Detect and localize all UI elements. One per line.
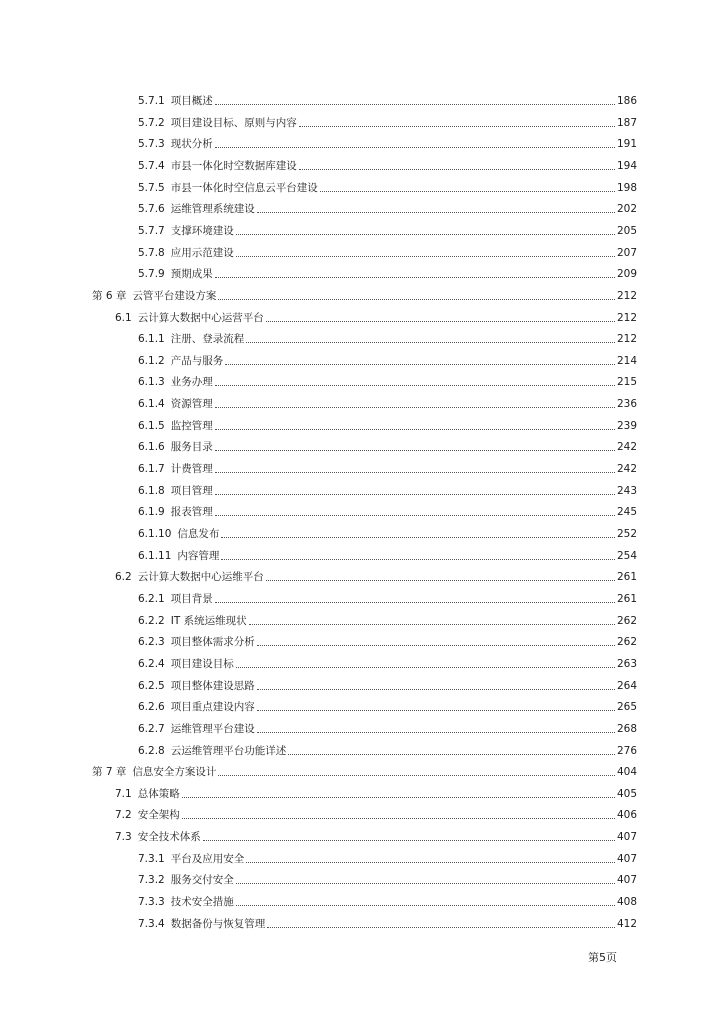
toc-entry-number: 6.1.8 — [138, 485, 165, 497]
toc-entry[interactable] — [138, 395, 637, 411]
toc-entry[interactable] — [138, 698, 637, 714]
toc-entry-page: 263 — [616, 658, 637, 670]
toc-entry-title: 项目整体建设思路 — [170, 680, 255, 692]
toc-entry-title: 业务办理 — [170, 376, 213, 388]
dot-leader — [257, 688, 615, 690]
dot-leader — [215, 406, 615, 408]
toc-entry-title: 运维管理系统建设 — [170, 203, 255, 215]
toc-entry[interactable] — [138, 373, 637, 389]
toc-entry[interactable] — [138, 179, 637, 195]
toc-entry-number: 6.1.6 — [138, 441, 165, 453]
toc-entry-page: 276 — [616, 745, 637, 757]
toc-entry[interactable] — [115, 785, 637, 801]
toc-entry-title: 资源管理 — [170, 398, 213, 410]
toc-entry-title: 平台及应用安全 — [170, 853, 245, 865]
toc-entry[interactable] — [138, 742, 637, 758]
toc-entry-number: 7.2 — [115, 809, 132, 821]
toc-entry-number: 7.3.1 — [138, 853, 165, 865]
toc-entry-title: 项目概述 — [170, 95, 213, 107]
toc-entry-page: 262 — [616, 615, 637, 627]
toc-entry-number: 7.3.4 — [138, 918, 165, 930]
toc-entry-number: 6.2.4 — [138, 658, 165, 670]
toc-entry-page: 202 — [616, 203, 637, 215]
toc-entry-page: 264 — [616, 680, 637, 692]
toc-entry[interactable] — [138, 547, 637, 563]
toc-entry-title: 应用示范建设 — [170, 247, 234, 259]
toc-entry-number: 6.1.5 — [138, 420, 165, 432]
toc-entry[interactable] — [138, 720, 637, 736]
dot-leader — [215, 449, 615, 451]
toc-entry-page: 212 — [616, 312, 637, 324]
dot-leader — [257, 211, 615, 213]
toc-entry-page: 212 — [616, 290, 637, 302]
toc-entry-page: 242 — [616, 441, 637, 453]
toc-entry-number: 6.2 — [115, 571, 132, 583]
toc-entry[interactable] — [115, 828, 637, 844]
page-number-footer: 第5页 — [588, 951, 617, 964]
toc-entry-number: 6.1.2 — [138, 355, 165, 367]
toc-entry-number: 6.1.10 — [138, 528, 172, 540]
dot-leader — [215, 471, 615, 473]
toc-entry-page: 407 — [616, 874, 637, 886]
toc-entry[interactable] — [138, 438, 637, 454]
dot-leader — [236, 666, 615, 668]
toc-entry[interactable] — [138, 915, 637, 931]
toc-entry-page: 186 — [616, 95, 637, 107]
dot-leader — [246, 861, 615, 863]
dot-leader — [288, 753, 615, 755]
toc-entry-number: 5.7.5 — [138, 182, 165, 194]
dot-leader — [266, 579, 615, 581]
toc-entry[interactable] — [138, 330, 637, 346]
toc-entry-page: 268 — [616, 723, 637, 735]
toc-entry-title: 云计算大数据中心运维平台 — [137, 571, 264, 583]
toc-entry[interactable] — [138, 590, 637, 606]
toc-entry-title: 信息发布 — [177, 528, 220, 540]
toc-entry-title: 云计算大数据中心运营平台 — [137, 312, 264, 324]
dot-leader — [215, 601, 615, 603]
toc-entry-title: IT 系统运维现状 — [170, 615, 247, 627]
toc-entry-title: 运维管理平台建设 — [170, 723, 255, 735]
toc-entry-number: 5.7.6 — [138, 203, 165, 215]
toc-entry-number: 6.1.9 — [138, 506, 165, 518]
toc-entry-title: 市县一体化时空数据库建设 — [170, 160, 297, 172]
toc-entry[interactable] — [138, 871, 637, 887]
toc-entry-number: 7.3.3 — [138, 896, 165, 908]
toc-entry[interactable] — [138, 460, 637, 476]
dot-leader — [215, 146, 615, 148]
toc-entry[interactable] — [138, 655, 637, 671]
toc-entry-page: 261 — [616, 593, 637, 605]
toc-entry-title: 总体策略 — [137, 788, 180, 800]
dot-leader — [215, 428, 615, 430]
toc-entry-title: 服务交付安全 — [170, 874, 234, 886]
toc-entry-page: 407 — [616, 853, 637, 865]
toc-entry-title: 现状分析 — [170, 138, 213, 150]
toc-entry[interactable] — [92, 287, 637, 303]
toc-entry[interactable] — [92, 763, 637, 779]
toc-entry-number: 6.2.2 — [138, 615, 165, 627]
toc-entry-page: 198 — [616, 182, 637, 194]
toc-entry-number: 6.1.7 — [138, 463, 165, 475]
dot-leader — [221, 536, 615, 538]
toc-entry-title: 数据备份与恢复管理 — [170, 918, 266, 930]
toc-entry-title: 云运维管理平台功能详述 — [170, 745, 287, 757]
toc-entry[interactable] — [138, 677, 637, 693]
toc-entry-page: 191 — [616, 138, 637, 150]
toc-entry[interactable] — [115, 568, 637, 584]
dot-leader — [182, 796, 615, 798]
toc-entry-page: 207 — [616, 247, 637, 259]
dot-leader — [257, 644, 615, 646]
toc-entry[interactable] — [138, 612, 637, 628]
toc-entry-number: 6.2.5 — [138, 680, 165, 692]
toc-entry-page: 194 — [616, 160, 637, 172]
toc-entry-number: 6.1 — [115, 312, 132, 324]
toc-entry-number: 5.7.1 — [138, 95, 165, 107]
toc-entry-page: 215 — [616, 376, 637, 388]
toc-entry[interactable] — [138, 114, 637, 130]
toc-entry-title: 内容管理 — [177, 550, 220, 562]
toc-entry-number: 6.1.1 — [138, 333, 165, 345]
toc-entry-page: 239 — [616, 420, 637, 432]
toc-entry-title: 信息安全方案设计 — [132, 766, 217, 778]
toc-entry-title: 预期成果 — [170, 268, 213, 280]
toc-entry-title: 市县一体化时空信息云平台建设 — [170, 182, 318, 194]
toc-entry-page: 209 — [616, 268, 637, 280]
toc-entry-page: 187 — [616, 117, 637, 129]
toc-entry-number: 5.7.4 — [138, 160, 165, 172]
toc-entry-page: 405 — [616, 788, 637, 800]
toc-entry-page: 252 — [616, 528, 637, 540]
toc-entry[interactable] — [138, 222, 637, 238]
toc-entry-title: 报表管理 — [170, 506, 213, 518]
toc-entry-page: 242 — [616, 463, 637, 475]
dot-leader — [267, 926, 615, 928]
dot-leader — [257, 731, 615, 733]
toc-entry-page: 407 — [616, 831, 637, 843]
toc-entry-number: 6.2.6 — [138, 701, 165, 713]
dot-leader — [236, 882, 615, 884]
dot-leader — [215, 384, 615, 386]
toc-entry-title: 注册、登录流程 — [170, 333, 245, 345]
dot-leader — [215, 276, 615, 278]
dot-leader — [249, 623, 615, 625]
dot-leader — [246, 341, 615, 343]
toc-entry[interactable] — [138, 482, 637, 498]
dot-leader — [320, 190, 615, 192]
toc-entry[interactable] — [138, 525, 637, 541]
toc-entry-page: 261 — [616, 571, 637, 583]
toc-entry-number: 6.1.11 — [138, 550, 172, 562]
toc-entry-number: 6.2.8 — [138, 745, 165, 757]
dot-leader — [236, 255, 615, 257]
toc-entry-title: 云管平台建设方案 — [132, 290, 217, 302]
toc-entry[interactable] — [138, 157, 637, 173]
dot-leader — [215, 493, 615, 495]
dot-leader — [236, 904, 615, 906]
toc-entry[interactable] — [115, 806, 637, 822]
dot-leader — [225, 363, 615, 365]
toc-entry[interactable] — [138, 135, 637, 151]
dot-leader — [221, 558, 615, 560]
toc-entry[interactable] — [138, 417, 637, 433]
toc-entry[interactable] — [138, 352, 637, 368]
toc-entry-number: 6.2.7 — [138, 723, 165, 735]
toc-entry-number: 5.7.8 — [138, 247, 165, 259]
dot-leader — [218, 774, 615, 776]
toc-entry-page: 243 — [616, 485, 637, 497]
toc-entry-number: 6.2.1 — [138, 593, 165, 605]
toc-entry-page: 262 — [616, 636, 637, 648]
dot-leader — [266, 320, 615, 322]
toc-entry-title: 项目整体需求分析 — [170, 636, 255, 648]
toc-entry-number: 5.7.9 — [138, 268, 165, 280]
toc-entry-number: 第 7 章 — [92, 766, 127, 778]
toc-entry-number: 6.1.3 — [138, 376, 165, 388]
toc-entry-page: 214 — [616, 355, 637, 367]
toc-entry-title: 项目管理 — [170, 485, 213, 497]
toc-entry-number: 6.1.4 — [138, 398, 165, 410]
toc-entry-page: 404 — [616, 766, 637, 778]
toc-entry[interactable] — [115, 309, 637, 325]
toc-entry-page: 406 — [616, 809, 637, 821]
toc-entry-number: 6.2.3 — [138, 636, 165, 648]
toc-entry[interactable] — [138, 200, 637, 216]
toc-entry-title: 项目背景 — [170, 593, 213, 605]
toc-entry-title: 项目建设目标 — [170, 658, 234, 670]
toc-entry-title: 产品与服务 — [170, 355, 224, 367]
toc-entry-number: 5.7.7 — [138, 225, 165, 237]
toc-entry-number: 7.1 — [115, 788, 132, 800]
toc-entry-page: 205 — [616, 225, 637, 237]
toc-entry[interactable] — [138, 503, 637, 519]
dot-leader — [215, 103, 615, 105]
toc-entry-page: 212 — [616, 333, 637, 345]
toc-entry-title: 计费管理 — [170, 463, 213, 475]
toc-entry-number: 5.7.2 — [138, 117, 165, 129]
dot-leader — [299, 125, 615, 127]
toc-entry-title: 技术安全措施 — [170, 896, 234, 908]
toc-entry[interactable] — [138, 850, 637, 866]
toc-entry-title: 服务目录 — [170, 441, 213, 453]
dot-leader — [236, 233, 615, 235]
toc-entry-page: 236 — [616, 398, 637, 410]
toc-entry[interactable] — [138, 244, 637, 260]
toc-entry-title: 项目建设目标、原则与内容 — [170, 117, 297, 129]
toc-entry-title: 安全架构 — [137, 809, 180, 821]
toc-entry-number: 第 6 章 — [92, 290, 127, 302]
toc-entry[interactable] — [138, 893, 637, 909]
toc-entry[interactable] — [138, 92, 637, 108]
toc-entry-page: 265 — [616, 701, 637, 713]
dot-leader — [182, 817, 615, 819]
toc-entry-page: 412 — [616, 918, 637, 930]
toc-entry-page: 254 — [616, 550, 637, 562]
dot-leader — [218, 298, 615, 300]
toc-entry-number: 7.3.2 — [138, 874, 165, 886]
toc-entry-title: 支撑环境建设 — [170, 225, 234, 237]
toc-entry-title: 监控管理 — [170, 420, 213, 432]
dot-leader — [215, 514, 615, 516]
toc-entry-title: 安全技术体系 — [137, 831, 201, 843]
toc-entry-page: 245 — [616, 506, 637, 518]
toc-entry-number: 7.3 — [115, 831, 132, 843]
toc-entry[interactable] — [138, 265, 637, 281]
dot-leader — [299, 168, 615, 170]
toc-entry-page: 408 — [616, 896, 637, 908]
toc-entry[interactable] — [138, 633, 637, 649]
dot-leader — [257, 709, 615, 711]
toc-entry-title: 项目重点建设内容 — [170, 701, 255, 713]
dot-leader — [203, 839, 615, 841]
toc-entry-number: 5.7.3 — [138, 138, 165, 150]
